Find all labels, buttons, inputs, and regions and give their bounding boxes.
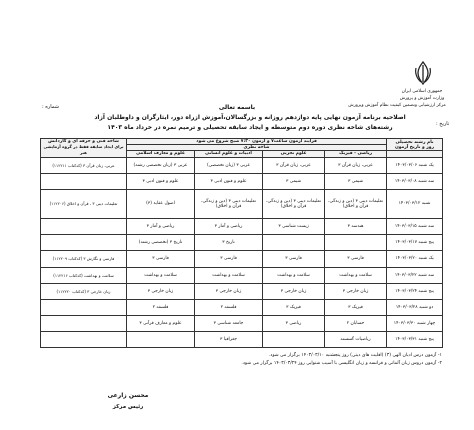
exam-date-value: ۱۴۰۳/۰۳/۳۰ [393,320,416,326]
subject-cell: فیزیک ۳ [263,299,325,315]
notes [40,352,442,367]
subject-cell: تاریخ ۳ [195,235,263,251]
major-header: ادبیات و علوم انسانی [195,151,263,157]
exam-day: پنج شنبه [418,336,434,342]
subject-cell: عربی ۳ (زبان تخصصی) [195,157,263,173]
exam-date-value: ۱۴۰۳/۰۳/۰۸ [394,178,417,184]
subject-cell: فلسفه ۲ [195,299,263,315]
major-header: علوم و معارف اسلامی [127,151,195,157]
subject-cell: علوم و معارف قرآنی ۳ [127,315,195,331]
exam-day: سه شنبه [418,224,435,230]
subject-cell: زبان خارجی ۳ [263,283,325,299]
table-row [41,235,443,251]
table-row [41,315,443,331]
exam-day: پنج شنبه [418,240,434,246]
subject-cell: سلامت و بهداشت [263,267,325,283]
subject-cell: تعلیمات دینی ۳ (دین و زندگی، قرآن و اخلاق) [325,189,387,219]
subject-cell: جامعه شناسی ۳ [195,315,263,331]
subject-cell: هندسه ۳ [325,219,387,235]
subject-cell: تاریخ ۳ (تخصصی رشته) [127,235,195,251]
tech-subject-cell [41,235,127,251]
group-header: شاخه نظری [127,145,387,151]
subject-cell: سلامت و بهداشت [127,267,195,283]
subject-cell: علوم و فنون ادبی ۳ [195,173,263,189]
subject-cell [263,331,325,347]
tech-subject-cell: عربی، زبان قرآن ۳ (کدکتاب ۱۱۲۲۱۱) [41,157,127,173]
subject-cell: شیمی ۳ [325,173,387,189]
exam-date [387,219,443,235]
subject-cell: ریاضیات گسسته [325,331,387,347]
note-2: ۲- آزمون دروس زبان آلمانی و فرانسه و زبان انگلیسی با آسیب شنوایی روز ۱۴۰۳/۰۳/۲۴ برگزار می شود. [241,360,442,366]
exam-date-value: ۱۴۰۳/۰۳/۱۵ [394,224,417,230]
org-line-3: مرکز ارزشیابی وتضمین کیفیت نظام آموزش وپرورش [348,103,446,108]
tech-subject-cell [41,219,127,235]
subject-cell: تعلیمات دینی ۳ (دین و زندگی، قرآن و اخلاق) [195,189,263,219]
exam-date-value: ۱۴۰۳/۰۳/۲۰ [395,256,418,262]
table-row [41,189,443,219]
subject-cell: ریاضی ۳ [263,315,325,331]
exam-day: سه شنبه [418,178,435,184]
major-header: علوم تجربی [263,151,325,157]
major-header: ریاضی - فیزیک [325,151,387,157]
subject-cell: سلامت و بهداشت [325,267,387,283]
subject-cell: زبان خارجی ۳ [127,283,195,299]
exam-day: یک شنبه [418,162,434,168]
exam-date-value: ۱۴۰۳/۰۳/۱۲ [398,201,421,207]
exam-schedule-table [40,138,443,348]
tech-subject-cell [41,315,127,331]
exam-day: سه شنبه [418,272,435,278]
exam-day: یک شنبه [418,256,434,262]
subject-cell: زیست شناسی ۳ [263,219,325,235]
exam-date [387,157,443,173]
exam-date-value: ۱۴۰۳/۰۳/۰۶ [395,162,418,168]
note-1: ۱- آزمون درس ادیان الهی (۳) (اقلیت های دینی) روز پنجشنبه ۱۴۰۳/۰۳/۱۰ برگزار می شود. [268,353,442,358]
col-major-header: نام رشته تحصیلی روز و تاریخ آزمون [387,139,443,151]
table-row [41,251,443,267]
exam-date [387,251,443,267]
table-row [41,331,443,347]
number-label: شماره : [42,104,59,110]
table-row [41,283,443,299]
table-row [41,299,443,315]
exam-date [387,331,443,347]
exam-date-value: ۱۴۰۳/۰۳/۱۷ [395,240,417,246]
subject-cell: ریاضی و آمار ۳ [127,219,195,235]
exam-date-value: ۱۴۰۳/۰۳/۲۴ [395,288,417,294]
subject-cell: عربی ۳ (زبان تخصصی رشته) [127,157,195,173]
exam-date [387,299,443,315]
subject-cell: زبان خارجی ۳ [325,283,387,299]
page-title: اصلاحیه برنامه آزمون نهایی پایه دوازدهم روزانه و بزرگسالان،آموزش ازراه دور، ایثارگران و داوطلبان آزاد [94,114,406,121]
org-line-2: وزارت آموزش و پرورش [399,96,445,101]
exam-date-value: ۱۴۰۳/۰۳/۳۱ [395,336,417,342]
subject-cell: سلامت و بهداشت [195,267,263,283]
exam-date [387,173,443,189]
exam-date [387,235,443,251]
exam-date [387,267,443,283]
subject-cell: شیمی ۳ [263,173,325,189]
table-row [41,267,443,283]
subject-cell: فیزیک ۳ [325,299,387,315]
subject-cell [325,235,387,251]
tech-subject-cell [41,331,127,347]
tech-subject-cell: زبان خارجی ۳ (کدکتاب ۱۱۲۲۲۰) [41,283,127,299]
tech-subject-cell: سلامت و بهداشت (کدکتاب ۱۱۲۲۱۶) [41,267,127,283]
subject-cell [127,331,195,347]
subject-cell [263,235,325,251]
subject-cell: علوم و فنون ادبی ۳ [127,173,195,189]
tech-subject-cell: تعلیمات دینی ۳ ، قرآن و اخلاق (۱۱۲۲۰۶) [41,189,127,219]
subject-cell: فارسی ۳ [195,251,263,267]
subject-cell: جغرافیا ۳ [195,331,263,347]
signer-role: رئیس مرکز [112,404,144,410]
iran-emblem-icon [412,60,434,86]
tech-header: شاخه فنی و حرفه ای و کاردانش برای ایجاد سابقه فقط در گروه آزمایشی هنر [41,139,127,158]
page-subtitle: رشته‌های شاخه نظری دوره دوم متوسطه و ایجاد سابقه تحصیلی و ترمیم نمره در خرداد ماه ۱۴۰۳ [107,124,393,131]
table-row [41,173,443,189]
subject-cell: زبان خارجی ۳ [195,283,263,299]
subject-cell: تعلیمات دینی ۳ (دین و زندگی، قرآن و اخلاق) [263,189,325,219]
subject-cell: فلسفه ۲ [127,299,195,315]
subject-cell: حسابان ۲ [325,315,387,331]
subject-cell: ریاضی و آمار ۳ [195,219,263,235]
subject-cell: عربی، زبان قرآن ۳ [263,157,325,173]
org-line-1: جمهوری اسلامی ایران [401,89,443,94]
subject-cell: فارسی ۳ [325,251,387,267]
exam-day: پنج شنبه [418,288,434,294]
exam-day: شنبه [421,201,431,207]
exam-day: چهار شنبه [417,320,436,326]
exam-date [387,283,443,299]
subject-cell: عربی، زبان قرآن ۳ [325,157,387,173]
tech-subject-cell [41,173,127,189]
date-label: تاریخ : [436,121,450,127]
signer-name: محسن زارعی [107,392,149,399]
exam-day: دو شنبه [419,304,434,310]
exam-date-value: ۱۴۰۳/۰۳/۲۸ [395,304,418,310]
exam-date-value: ۱۴۰۳/۰۳/۲۲ [394,272,417,278]
tech-subject-cell: فارسی و نگارش ۳ (کدکتاب ۱۱۲۲۰۹) [41,251,127,267]
tech-subject-cell [41,299,127,315]
table-row [41,157,443,173]
table-row [41,219,443,235]
exam-date [387,189,443,219]
subject-cell: فارسی ۳ [127,251,195,267]
exam-date [387,315,443,331]
basmala: باسمه تعالی [218,104,256,111]
subject-cell: فارسی ۳ [263,251,325,267]
subject-cell: اصول عقاید (۳) [127,189,195,219]
banner-header: فرآیند آزمون ساعت۷ و آزمون ۷:۳۰ صبح شروع می شود [127,139,387,145]
